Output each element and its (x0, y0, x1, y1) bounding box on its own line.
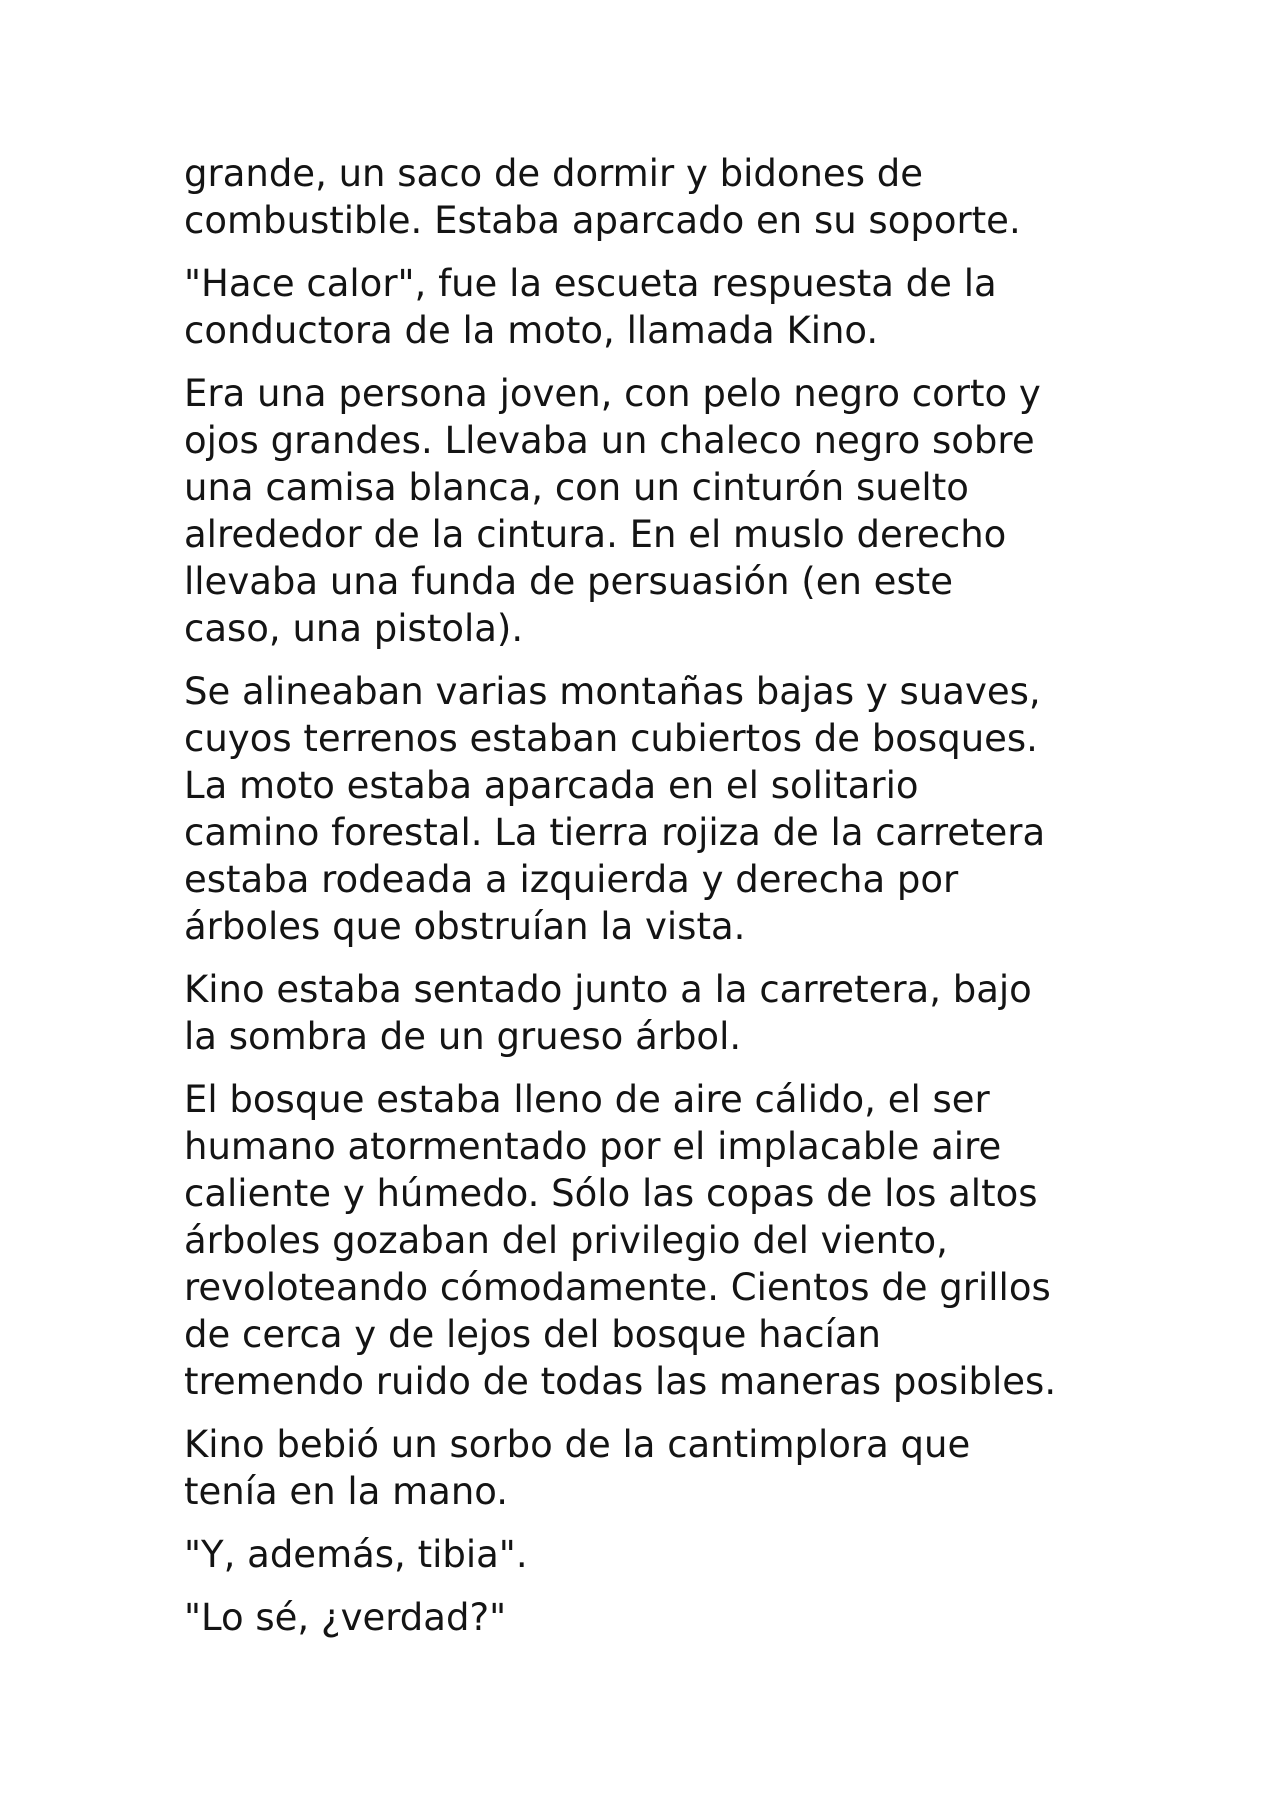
paragraph: "Hace calor", fue la escueta respuesta de la conductora de la moto, llamada Kino. (184, 262, 997, 352)
paragraph: "Lo sé, ¿verdad?" (184, 1596, 507, 1639)
paragraph: "Y, además, tibia". (184, 1533, 528, 1576)
document-page (184, 150, 1104, 1657)
paragraph: grande, un saco de dormir y bidones de combustible. Estaba aparcado en su soporte. (184, 152, 1021, 242)
paragraph: Kino bebió un sorbo de la cantimplora que tenía en la mano. (184, 1423, 971, 1513)
paragraph: El bosque estaba lleno de aire cálido, el ser humano atormentado por el implacable aire caliente y húmedo. Sólo las copas de los altos árboles gozaban del privilegio del viento, revoloteando cómodamente. Cientos de grillos de cerca y de lejos del bosque hacían tremendo ruido de todas las maneras posibles. (184, 1078, 1057, 1403)
paragraph: Kino estaba sentado junto a la carretera, bajo la sombra de un grueso árbol. (184, 968, 1032, 1058)
paragraph: Se alineaban varias montañas bajas y suaves, cuyos terrenos estaban cubiertos de bosques. La moto estaba aparcada en el solitario camino forestal. La tierra rojiza de la carretera estaba rodeada a izquierda y derecha por árboles que obstruían la vista. (184, 670, 1046, 948)
paragraph: Era una persona joven, con pelo negro corto y ojos grandes. Llevaba un chaleco negro sobre una camisa blanca, con un cinturón suelto alrededor de la cintura. En el muslo derecho llevaba una funda de persuasión (en este caso, una pistola). (184, 372, 1041, 650)
